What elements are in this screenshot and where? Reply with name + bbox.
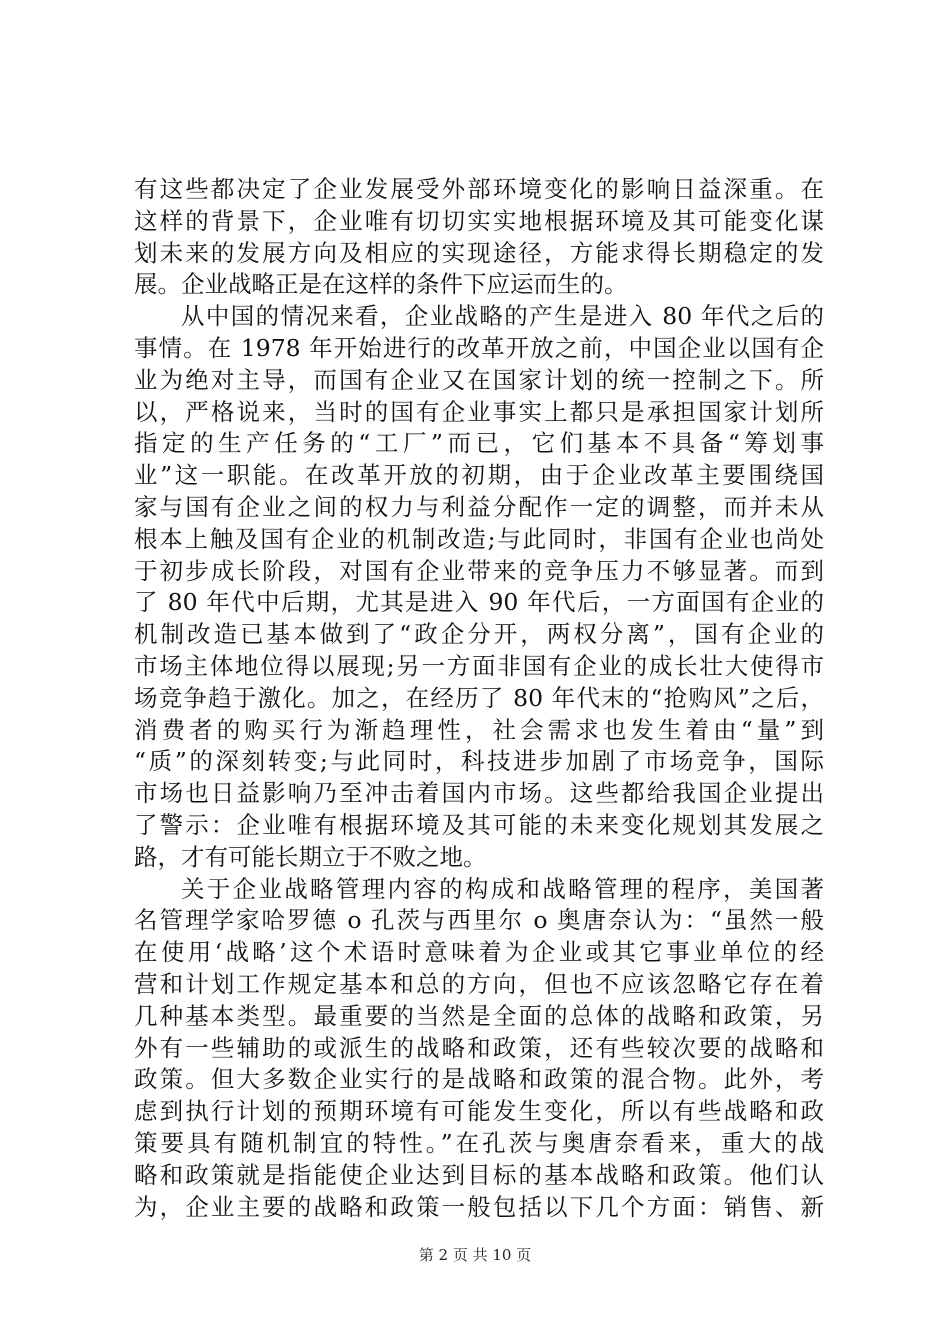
text-line: “质”的深刻转变;与此同时，科技进步加剧了市场竞争，国际 (134, 747, 824, 776)
text-line: 关于企业战略管理内容的构成和战略管理的程序，美国著 (181, 874, 824, 903)
text-line: 根本上触及国有企业的机制改造;与此同时，非国有企业也尚处 (134, 524, 824, 553)
text-line: 为，企业主要的战略和政策一般包括以下几个方面：销售、新 (134, 1192, 824, 1221)
text-line: 了 80 年代中后期，尤其是进入 90 年代后，一方面国有企业的 (134, 588, 824, 617)
text-line: 于初步成长阶段，对国有企业带来的竞争压力不够显著。而到 (134, 556, 824, 585)
text-line: 在使用‘战略’这个术语时意味着为企业或其它事业单位的经 (134, 938, 824, 967)
text-line: 有这些都决定了企业发展受外部环境变化的影响日益深重。在 (134, 175, 824, 203)
text-line: 几种基本类型。最重要的当然是全面的总体的战略和政策，另 (134, 1001, 824, 1030)
text-line: 业为绝对主导，而国有企业又在国家计划的统一控制之下。所 (134, 365, 824, 394)
text-line: 虑到执行计划的预期环境有可能发生变化，所以有些战略和政 (134, 1097, 824, 1126)
text-line: 路，才有可能长期立于不败之地。 (134, 842, 487, 871)
text-line: 以，严格说来，当时的国有企业事实上都只是承担国家计划所 (134, 397, 824, 426)
text-line: 指定的生产任务的“工厂”而已，它们基本不具备“筹划事 (134, 429, 824, 458)
text-line: 这样的背景下，企业唯有切切实实地根据环境及其可能变化谋 (134, 206, 824, 235)
text-line: 消费者的购买行为渐趋理性，社会需求也发生着由“量”到 (134, 715, 824, 744)
text-line: 略和政策就是指能使企业达到目标的基本战略和政策。他们认 (134, 1160, 824, 1189)
text-line: 从中国的情况来看，企业战略的产生是进入 80 年代之后的 (181, 302, 824, 331)
text-line: 政策。但大多数企业实行的是战略和政策的混合物。此外，考 (134, 1065, 824, 1094)
text-line: 场竞争趋于激化。加之，在经历了 80 年代末的“抢购风”之后， (134, 683, 824, 712)
text-line: 家与国有企业之间的权力与利益分配作一定的调整，而并未从 (134, 492, 824, 521)
text-line: 市场主体地位得以展现;另一方面非国有企业的成长壮大使得市 (134, 651, 824, 680)
text-line: 机制改造已基本做到了“政企分开，两权分离”，国有企业的 (134, 620, 824, 649)
text-line: 营和计划工作规定基本和总的方向，但也不应该忽略它存在着 (134, 969, 824, 998)
text-line: 市场也日益影响乃至冲击着国内市场。这些都给我国企业提出 (134, 779, 824, 808)
text-line: 名管理学家哈罗德 o 孔茨与西里尔 o 奥唐奈认为：“虽然一般 (134, 906, 824, 935)
text-line: 划未来的发展方向及相应的实现途径，方能求得长期稳定的发 (134, 238, 824, 267)
text-line: 策要具有随机制宜的特性。”在孔茨与奥唐奈看来，重大的战 (134, 1128, 824, 1157)
page-footer (0, 1244, 950, 1265)
text-line: 事情。在 1978 年开始进行的改革开放之前，中国企业以国有企 (134, 333, 824, 362)
text-line: 业”这一职能。在改革开放的初期，由于企业改革主要围绕国 (134, 461, 824, 490)
page-number-label: 第 2 页 共 10 页 (418, 1246, 532, 1264)
text-line: 了警示：企业唯有根据环境及其可能的未来变化规划其发展之 (134, 810, 824, 839)
text-line: 外有一些辅助的或派生的战略和政策，还有些较次要的战略和 (134, 1033, 824, 1062)
body-text (134, 174, 824, 1223)
text-line: 展。企业战略正是在这样的条件下应运而生的。 (134, 270, 628, 299)
